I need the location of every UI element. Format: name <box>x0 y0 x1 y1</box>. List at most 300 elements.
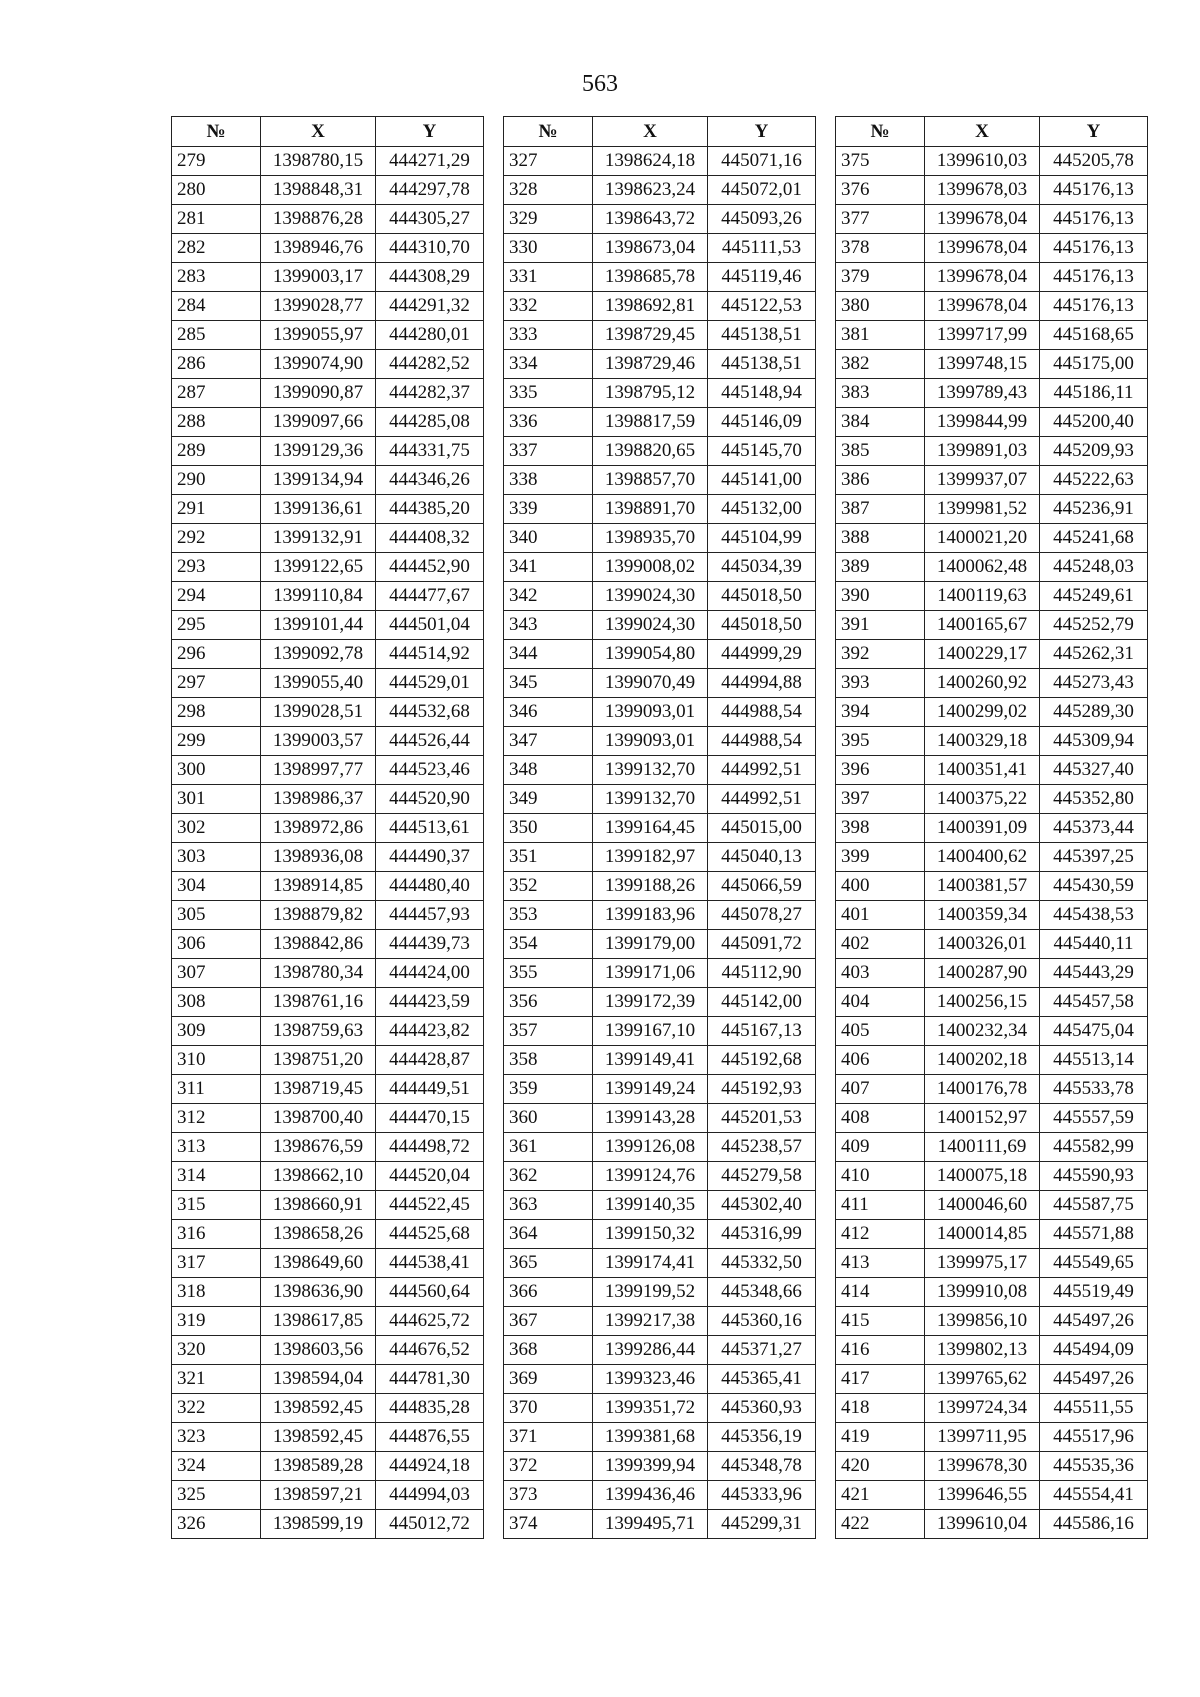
point-number: 285 <box>172 321 261 350</box>
table-row <box>504 553 816 582</box>
table-row <box>836 1133 1148 1162</box>
table-row <box>504 437 816 466</box>
point-number: 312 <box>172 1104 261 1133</box>
point-number: 389 <box>836 553 925 582</box>
table-row <box>172 379 484 408</box>
point-number: 359 <box>504 1075 593 1104</box>
point-number: 309 <box>172 1017 261 1046</box>
coordinate-x: 1398946,76 <box>261 234 376 263</box>
coordinate-y: 445145,70 <box>708 437 816 466</box>
point-number: 336 <box>504 408 593 437</box>
table-row <box>504 1423 816 1452</box>
table-row <box>836 669 1148 698</box>
table-row <box>504 901 816 930</box>
coordinate-x: 1398660,91 <box>261 1191 376 1220</box>
coordinate-y: 444514,92 <box>376 640 484 669</box>
point-number: 358 <box>504 1046 593 1075</box>
coordinate-y: 445205,78 <box>1040 147 1148 176</box>
point-number: 337 <box>504 437 593 466</box>
coordinate-x: 1399610,03 <box>925 147 1040 176</box>
point-number: 344 <box>504 640 593 669</box>
table-row <box>836 988 1148 1017</box>
coordinate-y: 445176,13 <box>1040 292 1148 321</box>
table-row <box>504 611 816 640</box>
point-number: 363 <box>504 1191 593 1220</box>
table-row <box>172 1017 484 1046</box>
point-number: 361 <box>504 1133 593 1162</box>
coordinate-x: 1398986,37 <box>261 785 376 814</box>
point-number: 290 <box>172 466 261 495</box>
point-number: 387 <box>836 495 925 524</box>
point-number: 394 <box>836 698 925 727</box>
table-row <box>836 1452 1148 1481</box>
header-x: X <box>593 117 708 147</box>
table-row <box>172 669 484 698</box>
point-number: 323 <box>172 1423 261 1452</box>
coordinate-x: 1399711,95 <box>925 1423 1040 1452</box>
table-row <box>172 582 484 611</box>
table-row <box>836 321 1148 350</box>
table-row <box>172 1452 484 1481</box>
table-row <box>172 1249 484 1278</box>
point-number: 352 <box>504 872 593 901</box>
coordinate-x: 1399054,80 <box>593 640 708 669</box>
table-row <box>504 176 816 205</box>
point-number: 367 <box>504 1307 593 1336</box>
coordinate-x: 1398643,72 <box>593 205 708 234</box>
coordinate-y: 444992,51 <box>708 785 816 814</box>
table-row <box>504 814 816 843</box>
point-number: 417 <box>836 1365 925 1394</box>
point-number: 356 <box>504 988 593 1017</box>
point-number: 279 <box>172 147 261 176</box>
table-row <box>172 205 484 234</box>
point-number: 326 <box>172 1510 261 1539</box>
coordinate-x: 1399055,40 <box>261 669 376 698</box>
table-row <box>504 147 816 176</box>
table-row <box>172 437 484 466</box>
coordinate-x: 1399132,91 <box>261 524 376 553</box>
coordinate-x: 1399140,35 <box>593 1191 708 1220</box>
coordinate-x: 1398592,45 <box>261 1394 376 1423</box>
coordinate-y: 444490,37 <box>376 843 484 872</box>
table-row <box>172 698 484 727</box>
coordinate-y: 445360,16 <box>708 1307 816 1336</box>
table-row <box>504 1046 816 1075</box>
coordinate-y: 445122,53 <box>708 292 816 321</box>
coordinate-x: 1399124,76 <box>593 1162 708 1191</box>
table-row <box>172 466 484 495</box>
coordinate-y: 444439,73 <box>376 930 484 959</box>
table-row <box>836 1394 1148 1423</box>
point-number: 383 <box>836 379 925 408</box>
table-row <box>836 524 1148 553</box>
point-number: 388 <box>836 524 925 553</box>
coordinate-x: 1398729,46 <box>593 350 708 379</box>
header-x: X <box>925 117 1040 147</box>
coordinate-x: 1398820,65 <box>593 437 708 466</box>
coordinate-y: 444525,68 <box>376 1220 484 1249</box>
coordinate-y: 445093,26 <box>708 205 816 234</box>
coordinate-y: 445119,46 <box>708 263 816 292</box>
coordinate-x: 1399399,94 <box>593 1452 708 1481</box>
coordinate-y: 444522,45 <box>376 1191 484 1220</box>
coordinate-x: 1398636,90 <box>261 1278 376 1307</box>
point-number: 348 <box>504 756 593 785</box>
coordinate-y: 445332,50 <box>708 1249 816 1278</box>
point-number: 338 <box>504 466 593 495</box>
table-row <box>504 1394 816 1423</box>
point-number: 397 <box>836 785 925 814</box>
coordinate-x: 1399351,72 <box>593 1394 708 1423</box>
coordinate-x: 1398759,63 <box>261 1017 376 1046</box>
page-number: 563 <box>582 71 618 97</box>
point-number: 391 <box>836 611 925 640</box>
header-number: № <box>172 117 261 147</box>
table-row <box>836 640 1148 669</box>
coordinate-y: 445497,26 <box>1040 1365 1148 1394</box>
coordinate-x: 1398780,15 <box>261 147 376 176</box>
coordinate-x: 1398673,04 <box>593 234 708 263</box>
coordinate-y: 444408,32 <box>376 524 484 553</box>
table-row <box>836 901 1148 930</box>
coordinate-x: 1399678,30 <box>925 1452 1040 1481</box>
point-number: 399 <box>836 843 925 872</box>
coordinate-y: 445142,00 <box>708 988 816 1017</box>
coordinate-x: 1399150,32 <box>593 1220 708 1249</box>
coordinate-x: 1398719,45 <box>261 1075 376 1104</box>
coordinate-y: 444538,41 <box>376 1249 484 1278</box>
point-number: 329 <box>504 205 593 234</box>
coordinate-x: 1399055,97 <box>261 321 376 350</box>
coordinate-x: 1399164,45 <box>593 814 708 843</box>
coordinate-y: 444285,08 <box>376 408 484 437</box>
table-row <box>504 872 816 901</box>
point-number: 347 <box>504 727 593 756</box>
coordinate-y: 445535,36 <box>1040 1452 1148 1481</box>
point-number: 411 <box>836 1191 925 1220</box>
table-row <box>172 147 484 176</box>
coordinate-x: 1399132,70 <box>593 785 708 814</box>
coordinate-x: 1399093,01 <box>593 698 708 727</box>
coordinate-y: 444501,04 <box>376 611 484 640</box>
coordinate-y: 445273,43 <box>1040 669 1148 698</box>
coordinate-x: 1399286,44 <box>593 1336 708 1365</box>
coordinate-x: 1399678,04 <box>925 234 1040 263</box>
point-number: 340 <box>504 524 593 553</box>
coordinate-y: 444924,18 <box>376 1452 484 1481</box>
coordinate-x: 1399024,30 <box>593 582 708 611</box>
coordinate-y: 445438,53 <box>1040 901 1148 930</box>
coordinate-y: 445040,13 <box>708 843 816 872</box>
table-row <box>172 553 484 582</box>
point-number: 365 <box>504 1249 593 1278</box>
table-row <box>836 1104 1148 1133</box>
coordinate-y: 445176,13 <box>1040 176 1148 205</box>
coordinate-y: 445457,58 <box>1040 988 1148 1017</box>
coordinate-y: 445091,72 <box>708 930 816 959</box>
table-row <box>504 640 816 669</box>
coordinate-y: 445316,99 <box>708 1220 816 1249</box>
coordinate-y: 445252,79 <box>1040 611 1148 640</box>
coordinate-y: 444282,37 <box>376 379 484 408</box>
table-row <box>836 872 1148 901</box>
point-number: 393 <box>836 669 925 698</box>
coordinate-y: 445333,96 <box>708 1481 816 1510</box>
coordinate-y: 444310,70 <box>376 234 484 263</box>
point-number: 316 <box>172 1220 261 1249</box>
coordinate-x: 1399122,65 <box>261 553 376 582</box>
coordinate-y: 445554,41 <box>1040 1481 1148 1510</box>
coordinate-y: 444424,00 <box>376 959 484 988</box>
coordinate-x: 1400359,34 <box>925 901 1040 930</box>
coordinate-x: 1399172,39 <box>593 988 708 1017</box>
table-row <box>504 1336 816 1365</box>
table-row <box>172 234 484 263</box>
coordinate-y: 445360,93 <box>708 1394 816 1423</box>
point-number: 291 <box>172 495 261 524</box>
point-number: 313 <box>172 1133 261 1162</box>
point-number: 342 <box>504 582 593 611</box>
coordinate-y: 445494,09 <box>1040 1336 1148 1365</box>
point-number: 421 <box>836 1481 925 1510</box>
table-row <box>836 698 1148 727</box>
table-row <box>172 350 484 379</box>
point-number: 414 <box>836 1278 925 1307</box>
coordinate-x: 1399097,66 <box>261 408 376 437</box>
table-row <box>172 524 484 553</box>
coordinate-y: 445430,59 <box>1040 872 1148 901</box>
point-number: 412 <box>836 1220 925 1249</box>
table-row <box>504 843 816 872</box>
coordinate-x: 1398997,77 <box>261 756 376 785</box>
point-number: 390 <box>836 582 925 611</box>
coordinate-y: 445201,53 <box>708 1104 816 1133</box>
point-number: 345 <box>504 669 593 698</box>
table-row <box>172 1220 484 1249</box>
coordinate-y: 444423,82 <box>376 1017 484 1046</box>
point-number: 366 <box>504 1278 593 1307</box>
table-row <box>172 408 484 437</box>
coordinate-y: 444988,54 <box>708 727 816 756</box>
table-row <box>504 669 816 698</box>
table-row <box>836 814 1148 843</box>
coordinate-y: 444297,78 <box>376 176 484 205</box>
coordinate-y: 444526,44 <box>376 727 484 756</box>
point-number: 319 <box>172 1307 261 1336</box>
table-row <box>172 1133 484 1162</box>
coordinate-x: 1399748,15 <box>925 350 1040 379</box>
coordinate-y: 445248,03 <box>1040 553 1148 582</box>
table-row <box>836 263 1148 292</box>
coordinate-x: 1399003,57 <box>261 727 376 756</box>
point-number: 294 <box>172 582 261 611</box>
table-row <box>172 640 484 669</box>
coordinate-y: 444988,54 <box>708 698 816 727</box>
header-x: X <box>261 117 376 147</box>
coordinate-y: 444449,51 <box>376 1075 484 1104</box>
table-row <box>836 1336 1148 1365</box>
point-number: 289 <box>172 437 261 466</box>
coordinate-x: 1399136,61 <box>261 495 376 524</box>
table-row <box>172 843 484 872</box>
coordinate-x: 1398857,70 <box>593 466 708 495</box>
point-number: 325 <box>172 1481 261 1510</box>
table-row <box>504 1307 816 1336</box>
coordinate-x: 1399789,43 <box>925 379 1040 408</box>
point-number: 303 <box>172 843 261 872</box>
coordinate-y: 445015,00 <box>708 814 816 843</box>
point-number: 310 <box>172 1046 261 1075</box>
coordinate-x: 1398848,31 <box>261 176 376 205</box>
coordinate-x: 1400287,90 <box>925 959 1040 988</box>
coordinate-x: 1399143,28 <box>593 1104 708 1133</box>
coordinate-y: 444992,51 <box>708 756 816 785</box>
coordinate-x: 1399101,44 <box>261 611 376 640</box>
coordinate-x: 1399110,84 <box>261 582 376 611</box>
point-number: 288 <box>172 408 261 437</box>
coordinate-y: 445497,26 <box>1040 1307 1148 1336</box>
table-row <box>836 1191 1148 1220</box>
coordinate-y: 445176,13 <box>1040 205 1148 234</box>
coordinate-y: 444477,67 <box>376 582 484 611</box>
table-row <box>172 1481 484 1510</box>
coordinate-x: 1399188,26 <box>593 872 708 901</box>
coordinate-y: 445192,68 <box>708 1046 816 1075</box>
point-number: 349 <box>504 785 593 814</box>
coordinate-x: 1400229,17 <box>925 640 1040 669</box>
coordinate-x: 1398914,85 <box>261 872 376 901</box>
point-number: 308 <box>172 988 261 1017</box>
point-number: 376 <box>836 176 925 205</box>
coordinate-y: 445104,99 <box>708 524 816 553</box>
point-number: 404 <box>836 988 925 1017</box>
coordinate-x: 1398817,59 <box>593 408 708 437</box>
coordinate-y: 445132,00 <box>708 495 816 524</box>
table-row <box>836 1220 1148 1249</box>
coordinate-x: 1399981,52 <box>925 495 1040 524</box>
coordinate-y: 444452,90 <box>376 553 484 582</box>
coordinate-x: 1398589,28 <box>261 1452 376 1481</box>
header-y: Y <box>376 117 484 147</box>
coordinate-y: 445587,75 <box>1040 1191 1148 1220</box>
table-row <box>836 582 1148 611</box>
point-number: 350 <box>504 814 593 843</box>
coordinate-x: 1398795,12 <box>593 379 708 408</box>
coordinate-x: 1399856,10 <box>925 1307 1040 1336</box>
table-row <box>836 785 1148 814</box>
coordinate-x: 1398594,04 <box>261 1365 376 1394</box>
table-row <box>504 1075 816 1104</box>
point-number: 300 <box>172 756 261 785</box>
table-row <box>504 1162 816 1191</box>
coordinate-y: 445034,39 <box>708 553 816 582</box>
coordinate-x: 1400075,18 <box>925 1162 1040 1191</box>
table-row <box>836 495 1148 524</box>
coordinate-x: 1400202,18 <box>925 1046 1040 1075</box>
point-number: 419 <box>836 1423 925 1452</box>
table-row <box>836 379 1148 408</box>
coordinate-y: 445186,11 <box>1040 379 1148 408</box>
table-row <box>504 959 816 988</box>
point-number: 286 <box>172 350 261 379</box>
coordinate-x: 1400111,69 <box>925 1133 1040 1162</box>
point-number: 357 <box>504 1017 593 1046</box>
coordinate-y: 445078,27 <box>708 901 816 930</box>
coordinate-y: 445012,72 <box>376 1510 484 1539</box>
coordinate-y: 445249,61 <box>1040 582 1148 611</box>
coordinate-x: 1399217,38 <box>593 1307 708 1336</box>
coordinate-x: 1399183,96 <box>593 901 708 930</box>
coordinate-y: 444308,29 <box>376 263 484 292</box>
coordinate-x: 1398599,19 <box>261 1510 376 1539</box>
point-number: 392 <box>836 640 925 669</box>
coordinate-y: 445302,40 <box>708 1191 816 1220</box>
point-number: 371 <box>504 1423 593 1452</box>
point-number: 418 <box>836 1394 925 1423</box>
coordinate-y: 445200,40 <box>1040 408 1148 437</box>
coordinates-table-3 <box>835 116 1148 1539</box>
coordinate-y: 445348,66 <box>708 1278 816 1307</box>
point-number: 370 <box>504 1394 593 1423</box>
table-row <box>172 1423 484 1452</box>
coordinate-y: 445262,31 <box>1040 640 1148 669</box>
coordinate-y: 444520,04 <box>376 1162 484 1191</box>
table-row <box>836 350 1148 379</box>
point-number: 318 <box>172 1278 261 1307</box>
coordinate-x: 1399179,00 <box>593 930 708 959</box>
coordinate-y: 444529,01 <box>376 669 484 698</box>
point-number: 380 <box>836 292 925 321</box>
table-row <box>504 1278 816 1307</box>
coordinate-x: 1399975,17 <box>925 1249 1040 1278</box>
coordinate-x: 1398692,81 <box>593 292 708 321</box>
table-row <box>836 437 1148 466</box>
table-row <box>504 1249 816 1278</box>
coordinate-x: 1398662,10 <box>261 1162 376 1191</box>
coordinate-y: 445586,16 <box>1040 1510 1148 1539</box>
point-number: 328 <box>504 176 593 205</box>
coordinate-x: 1398780,34 <box>261 959 376 988</box>
coordinate-y: 444560,64 <box>376 1278 484 1307</box>
point-number: 282 <box>172 234 261 263</box>
point-number: 317 <box>172 1249 261 1278</box>
coordinate-y: 444498,72 <box>376 1133 484 1162</box>
table-row <box>504 1510 816 1539</box>
point-number: 283 <box>172 263 261 292</box>
point-number: 330 <box>504 234 593 263</box>
table-row <box>172 611 484 640</box>
point-number: 298 <box>172 698 261 727</box>
table-row <box>836 1278 1148 1307</box>
coordinate-x: 1400176,78 <box>925 1075 1040 1104</box>
table-row <box>504 1220 816 1249</box>
table-row <box>836 1510 1148 1539</box>
table-row <box>172 930 484 959</box>
point-number: 287 <box>172 379 261 408</box>
table-row <box>836 930 1148 959</box>
coordinate-x: 1399028,51 <box>261 698 376 727</box>
coordinate-y: 445018,50 <box>708 611 816 640</box>
table-row <box>504 466 816 495</box>
point-number: 355 <box>504 959 593 988</box>
table-row <box>172 176 484 205</box>
table-row <box>836 234 1148 263</box>
table-row <box>172 959 484 988</box>
point-number: 403 <box>836 959 925 988</box>
coordinate-y: 445557,59 <box>1040 1104 1148 1133</box>
coordinate-y: 445327,40 <box>1040 756 1148 785</box>
